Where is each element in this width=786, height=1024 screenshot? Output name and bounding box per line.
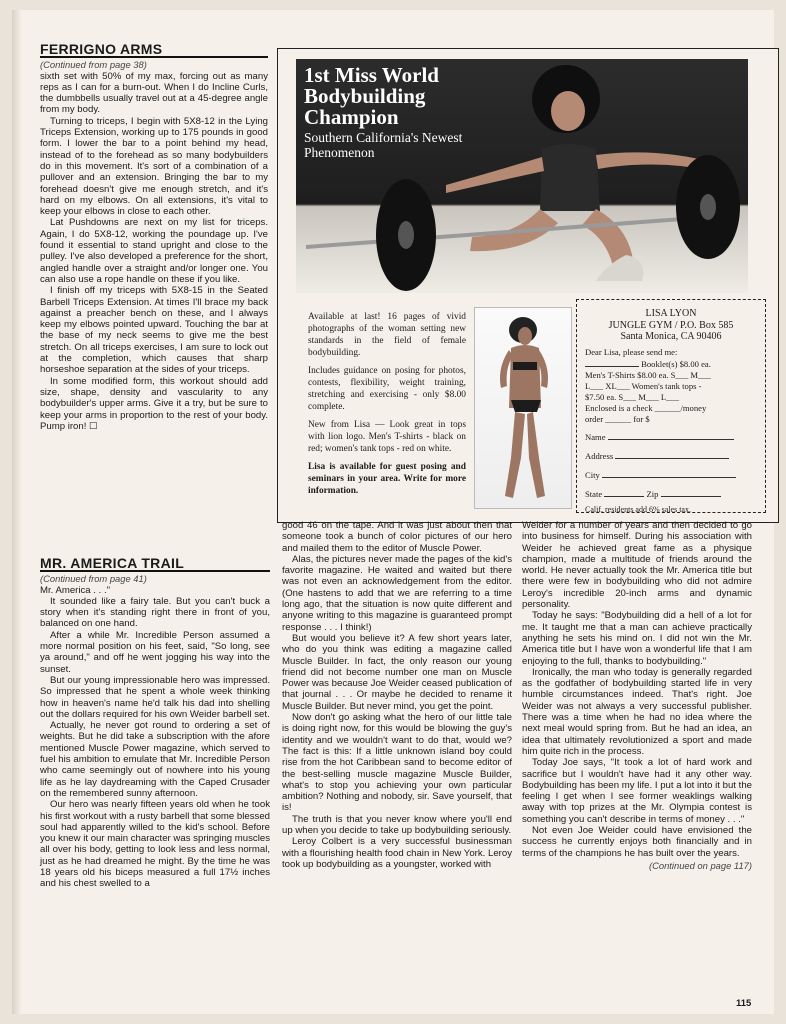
page-number: 115 <box>736 998 752 1009</box>
state-label: State <box>585 488 603 499</box>
article-paragraph: Mr. America . . ." <box>40 584 111 596</box>
ad-text-paragraph: Available at last! 16 pages of vivid photographs of the woman setting new standards in the field of female bodybuilding. <box>308 312 466 358</box>
booklet-label: Booklet(s) $8.00 ea. <box>641 358 711 369</box>
coupon-address <box>577 308 765 343</box>
address-label: Address <box>585 450 614 461</box>
article-paragraph: Leroy Colbert is a very successful businessman with a flourishing health food chain in New York. Leroy took up bodybuilding as a youngster, worked with <box>282 836 512 870</box>
ad-text-paragraph: Includes guidance on posing for photos, contests, flexibility, weight training, stretching and exercising - only $8.00 complete. <box>308 366 466 412</box>
zip-label: Zip <box>646 488 659 499</box>
coupon-enclosed-row: Enclosed is a check ______/money <box>585 402 707 413</box>
name-field[interactable] <box>608 431 734 440</box>
ad-text-paragraph: Lisa is available for guest posing and seminars in your area. Write for more information. <box>308 462 466 496</box>
coupon-booklet-row <box>585 358 757 370</box>
mr-america-article-col3 <box>522 520 752 871</box>
continued-on-note: (Continued on page 117) <box>648 859 752 871</box>
ferrigno-continued: (Continued from page 38) <box>40 59 147 71</box>
ferrigno-paragraph: Lat Pushdowns are next on my list for triceps. Again, I do 5X8-12, working the poundage up. I've found it essential to stand upright and close to the pulley. I've also developed a preference for the short, angled handle over a straight and/or longer one. You can also use a rope handle on these if you like. <box>40 217 268 285</box>
page-spine-shadow <box>12 10 22 1014</box>
article-paragraph: Now don't go asking what the hero of our little tale is doing right now, for this would be blowing the guy's identity and we wouldn't want to do that, would we? The fact is this: If a little unknown island boy could rise from the hot Caribbean sand to become editor of the best-selling muscle magazine Muscle Builder, what's to stop you achieving your own particular ambition? Nothing and nobody, sir. Save yourself, that is! <box>282 712 512 814</box>
coupon-city-row <box>585 469 757 481</box>
zip-field[interactable] <box>661 488 721 497</box>
coupon-order-row: order ______ for $ <box>585 413 650 424</box>
mr-america-heading: MR. AMERICA TRAIL <box>40 558 270 572</box>
coupon-mens-row2: L___ XL___ Women's tank tops - <box>585 380 702 391</box>
state-field[interactable] <box>604 488 644 497</box>
booklet-quantity-field[interactable] <box>585 358 639 367</box>
coupon-tax-note: Calif. residents add 6% sales tax. <box>585 504 691 514</box>
lisa-lyon-advertisement <box>277 48 779 523</box>
coupon-city: Santa Monica, CA 90406 <box>620 331 722 342</box>
coupon-please: Dear Lisa, please send me: <box>585 346 678 357</box>
coupon-state-row <box>585 488 757 500</box>
ad-headline: 1st Miss World Bodybuilding Champion <box>304 63 439 129</box>
ferrigno-arms-article <box>40 41 268 432</box>
name-label: Name <box>585 431 606 442</box>
article-paragraph: Our hero was nearly fifteen years old when he took his first workout with a rusty barbell that some blessed soul had apparently willed to the kid's school. Before you knew it our main character was springing muscles all over his body, getting to look less and less normal, just as he had dreamed he might. By the time he was 18 years old his biceps measured a full 17½ inches and his chest swelled to a <box>40 799 270 890</box>
bikini-pose-photo <box>474 307 572 509</box>
coupon-name: LISA LYON <box>645 308 697 319</box>
magazine-page <box>12 10 774 1014</box>
article-paragraph: good 46 on the tape. And it was just about then that someone took a bunch of color pictures of our hero and mailed them to the editor of Muscle Power. <box>282 520 512 554</box>
article-paragraph: After a while Mr. Incredible Person assumed a more normal position on his feet, said, "So long, see ya around," and off he went jogging his way into the sunset. <box>40 629 270 675</box>
article-paragraph: Alas, the pictures never made the pages of the kid's favorite magazine. He waited and waited but there was not even an acknowledgement from the editor. (One hastens to add that we are referring to a time long ago, that the situation is now quite different and anyone writing to this magazine is guaranteed prompt response . . . I think!) <box>282 553 512 633</box>
article-paragraph: But our young impressionable hero was impressed. So impressed that he spent a whole week thinking how in heaven's name he'd talk his dad into shelling out the dollars required for his own Weider barbell set. <box>40 674 270 720</box>
coupon-womens-row: $7.50 ea. S___ M___ L___ <box>585 391 680 402</box>
ferrigno-paragraph: sixth set with 50% of my max, forcing out as many reps as I can for a burn-out. When I do Incline Curls, the dumbbells usually travel out at a 45-degree angle from my body. <box>40 70 268 116</box>
article-paragraph: It sounded like a fairy tale. But you can't buck a story when it's standing right there in front of you, balanced on one hand. <box>40 595 270 630</box>
ferrigno-paragraph: I finish off my triceps with 5X8-15 in the Seated Barbell Triceps Extension. At times I'll brace my back against a preacher bench on these, and I always keep my elbows pointed upward. Touching the bar at the base of my neck seems to give me the best stretch. On all triceps exercises, I am sure to lock out at the completion, which causes that sharp horseshoe separation at the sides of your triceps. <box>40 285 268 376</box>
ferrigno-heading: FERRIGNO ARMS <box>40 44 268 58</box>
article-paragraph: Weider for a number of years and then decided to go into business for himself. During his association with Weider he achieved great fame as a physique champion, made a multitude of friends around the world. He never actually took the Mr. America title but there were few in bodybuilding who did not admire Leroy's incredible 20-inch arms and dynamic personality. <box>522 520 752 611</box>
article-paragraph: The truth is that you never know where you'll end up when you decide to take up bodybuilding seriously. <box>282 813 512 837</box>
order-coupon[interactable] <box>576 299 766 513</box>
ferrigno-paragraph: In some modified form, this workout should add size, shape, density and vascularity to any bodybuilder's upper arms. Give it a try, but be sure to keep your arms in proportion to the rest of your body. Pump iron! ☐ <box>40 375 268 432</box>
mr-america-article-col2 <box>282 520 512 870</box>
posing-figure-illustration <box>475 308 571 508</box>
article-paragraph: Ironically, the man who today is generally regarded as the godfather of bodybuilding started life in very humble circumstances indeed. That's right. Joe Weider was not always a very successful publisher. There was a time when he had no idea where the next meal would spring from. But he had an idea, an idea that ultimately revolutionized a sport and made him quite rich in the process. <box>522 666 752 757</box>
ad-description <box>308 311 466 503</box>
article-paragraph: Today he says: "Bodybuilding did a hell of a lot for me. It taught me that a man can achieve practically anything he sets his mind on. I did not win the Mr. America title but I have won a wonderful life that I am enjoying to the full, thanks to bodybuilding." <box>522 610 752 667</box>
article-paragraph: But would you believe it? A few short years later, who do you think was editing a magazine called Muscle Builder. In fact, the only reason our young friend did not become number one man on Muscle Power was because Joe Weider ceased publication of that journal . . . Or maybe he decided to rename it Muscle Builder. But never mind, you get the point. <box>282 632 512 712</box>
coupon-mens-row: Men's T-Shirts $8.00 ea. S___ M___ <box>585 369 711 380</box>
ad-subheadline: Southern California's Newest Phenomenon <box>304 130 463 160</box>
article-paragraph: Actually, he never got round to ordering a set of weights. But he did take a subscription with the afore mentioned Muscle Power magazine, which served to fuel his ambition to emulate that Mr. Incredible Person who came seemingly out of nowhere into his young life as he lay daydreaming with the Caped Crusader on the remembered sunny afternoon. <box>40 720 270 799</box>
mr-america-article-col1 <box>40 555 270 890</box>
coupon-address-row <box>585 450 757 462</box>
city-field[interactable] <box>602 469 736 478</box>
article-paragraph: Not even Joe Weider could have envisioned the success he currently enjoys both financially and in terms of the champions he has built over the years. <box>522 825 752 859</box>
coupon-name-row <box>585 431 757 443</box>
bodybuilder-barbell-photo <box>296 59 748 293</box>
address-field[interactable] <box>615 450 729 459</box>
mr-america-continued: (Continued from page 41) <box>40 573 147 585</box>
ferrigno-paragraph: Turning to triceps, I begin with 5X8-12 in the Lying Triceps Extension, working up to 175 pounds in good form. I lower the bar to a point behind my head, instead of to the forehead as so many bodybuilders do in this movement. It's sort of a combination of a pullover and an extension. Bringing the bar to my forehead doesn't give me enough stretch, and it's hard on my elbows. On all extensions, it's vital to keep your elbows in close to each other. <box>40 115 268 218</box>
article-paragraph: Today Joe says, "It took a lot of hard work and sacrifice but I wouldn't have had it any other way. Bodybuilding has been my life. I put a lot into it but the feeling I get when I see former weaklings walking away with top prizes at the Mr. Olympia contest is something you can't describe in terms of money . . ." <box>522 757 752 825</box>
coupon-form <box>577 343 765 515</box>
city-label: City <box>585 469 600 480</box>
ad-text-paragraph: New from Lisa — Look great in tops with lion logo. Men's T-shirts - black on red; women's tank tops - red on white. <box>308 420 466 454</box>
coupon-gym: JUNGLE GYM / P.O. Box 585 <box>608 319 734 331</box>
